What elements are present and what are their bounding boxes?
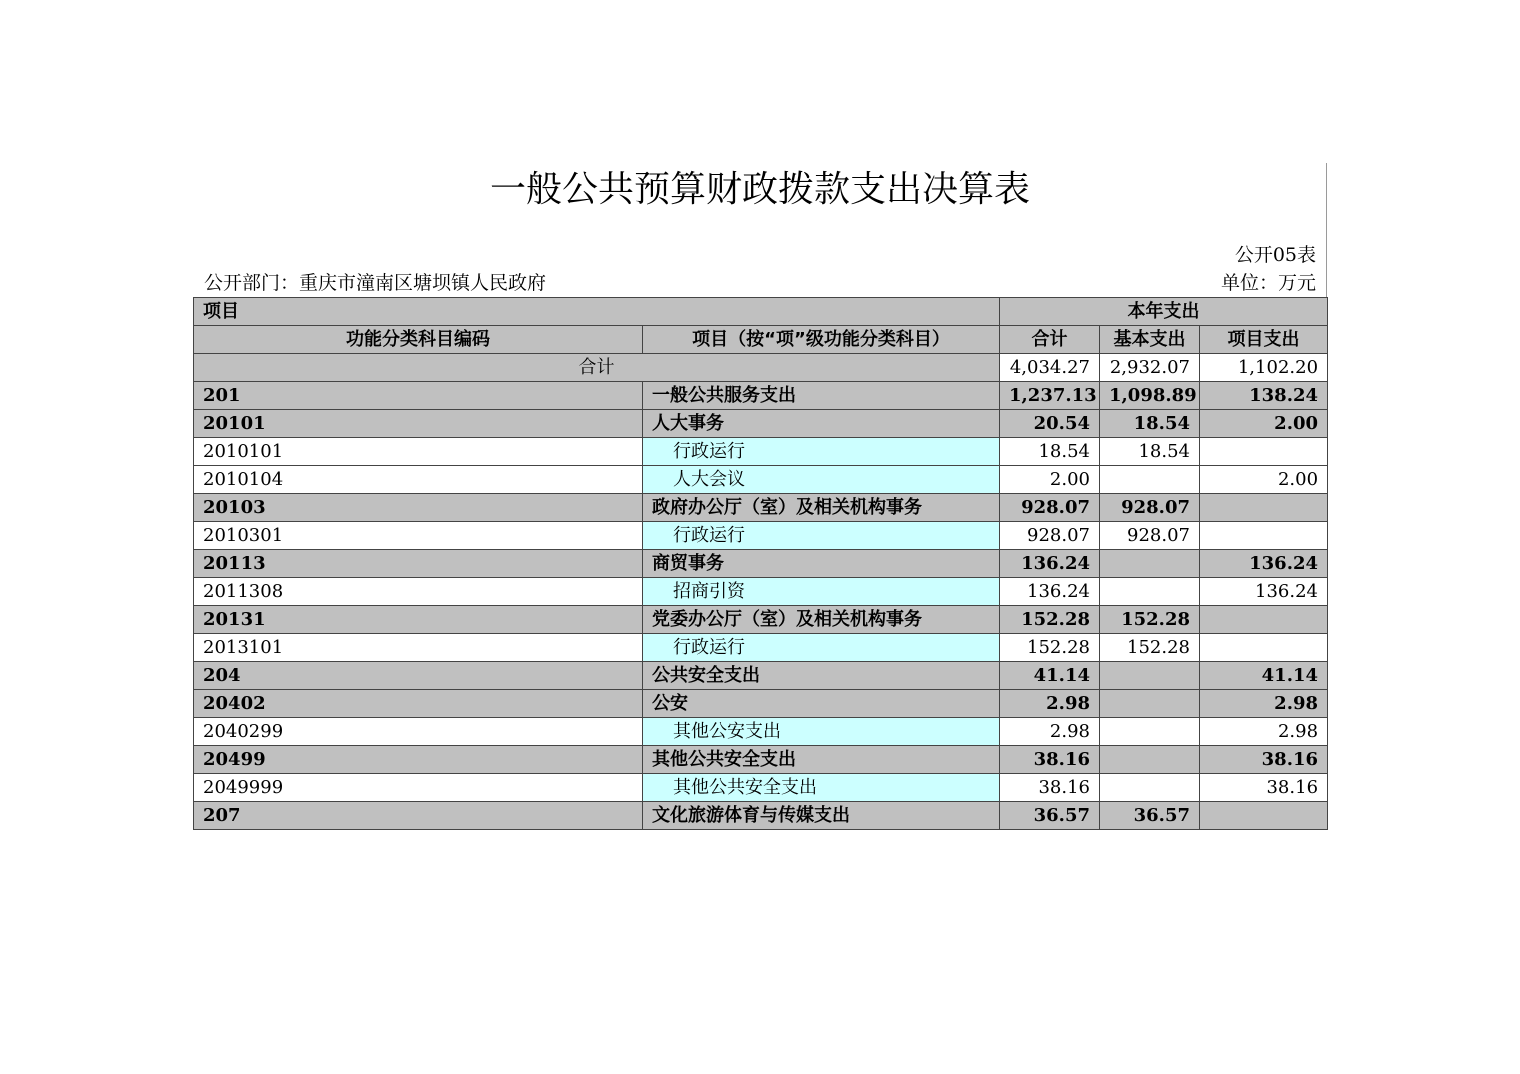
row-total: 152.28: [1000, 606, 1100, 634]
row-code: 2040299: [194, 718, 643, 746]
row-project: [1200, 494, 1328, 522]
row-code: 2049999: [194, 774, 643, 802]
table-row: [194, 438, 1328, 466]
row-basic: [1100, 466, 1200, 494]
budget-table: [193, 297, 1328, 830]
row-item-name: 公安: [643, 690, 1000, 718]
row-project: [1200, 802, 1328, 830]
row-project: 138.24: [1200, 382, 1328, 410]
row-basic: [1100, 578, 1200, 606]
table-row: [194, 494, 1328, 522]
table-row: [194, 746, 1328, 774]
row-code: 2013101: [194, 634, 643, 662]
row-basic: [1100, 746, 1200, 774]
total-row: [194, 354, 1328, 382]
row-project: 38.16: [1200, 774, 1328, 802]
total-basic: 2,932.07: [1100, 354, 1200, 382]
row-code: 2010104: [194, 466, 643, 494]
table-row: [194, 774, 1328, 802]
total-label: 合计: [194, 354, 1000, 382]
row-item-name: 行政运行: [643, 634, 1000, 662]
row-item-name: 行政运行: [643, 522, 1000, 550]
row-total: 1,237.13: [1000, 382, 1100, 410]
table-row: [194, 606, 1328, 634]
row-code: 20113: [194, 550, 643, 578]
row-total: 136.24: [1000, 550, 1100, 578]
row-item-name: 行政运行: [643, 438, 1000, 466]
row-item-name: 一般公共服务支出: [643, 382, 1000, 410]
row-project: 41.14: [1200, 662, 1328, 690]
row-total: 2.98: [1000, 718, 1100, 746]
row-basic: 18.54: [1100, 410, 1200, 438]
row-basic: 1,098.89: [1100, 382, 1200, 410]
header-basic: 基本支出: [1100, 326, 1200, 354]
row-basic: 152.28: [1100, 634, 1200, 662]
row-item-name: 招商引资: [643, 578, 1000, 606]
header-project: 项目: [194, 298, 1000, 326]
row-basic: [1100, 718, 1200, 746]
row-item-name: 人大会议: [643, 466, 1000, 494]
header-row-2: [194, 326, 1328, 354]
row-basic: [1100, 550, 1200, 578]
row-total: 136.24: [1000, 578, 1100, 606]
row-project: 136.24: [1200, 550, 1328, 578]
page-title: 一般公共预算财政拨款支出决算表: [489, 169, 1030, 210]
table-row: [194, 690, 1328, 718]
table-row: [194, 466, 1328, 494]
row-item-name: 商贸事务: [643, 550, 1000, 578]
row-item-name: 其他公共安全支出: [643, 746, 1000, 774]
row-total: 928.07: [1000, 494, 1100, 522]
row-basic: 36.57: [1100, 802, 1200, 830]
row-item-name: 文化旅游体育与传媒支出: [643, 802, 1000, 830]
row-code: 204: [194, 662, 643, 690]
row-item-name: 政府办公厅（室）及相关机构事务: [643, 494, 1000, 522]
table-row: [194, 634, 1328, 662]
row-basic: [1100, 662, 1200, 690]
row-code: 2010301: [194, 522, 643, 550]
row-total: 38.16: [1000, 746, 1100, 774]
row-project: 38.16: [1200, 746, 1328, 774]
row-total: 152.28: [1000, 634, 1100, 662]
row-total: 38.16: [1000, 774, 1100, 802]
row-code: 20131: [194, 606, 643, 634]
unit-label: 单位：万元: [1220, 272, 1316, 294]
row-project: [1200, 606, 1328, 634]
row-total: 2.98: [1000, 690, 1100, 718]
row-code: 2010101: [194, 438, 643, 466]
row-project: [1200, 634, 1328, 662]
table-row: [194, 662, 1328, 690]
row-basic: 928.07: [1100, 494, 1200, 522]
row-project: 2.00: [1200, 410, 1328, 438]
row-total: 41.14: [1000, 662, 1100, 690]
row-code: 20101: [194, 410, 643, 438]
row-project: 2.98: [1200, 718, 1328, 746]
row-item-name: 其他公共安全支出: [643, 774, 1000, 802]
row-project: [1200, 522, 1328, 550]
row-project: 2.00: [1200, 466, 1328, 494]
row-project: 2.98: [1200, 690, 1328, 718]
row-total: 36.57: [1000, 802, 1100, 830]
row-item-name: 其他公安支出: [643, 718, 1000, 746]
row-code: 201: [194, 382, 643, 410]
row-item-name: 公共安全支出: [643, 662, 1000, 690]
row-basic: 18.54: [1100, 438, 1200, 466]
total-sum: 4,034.27: [1000, 354, 1100, 382]
table-row: [194, 522, 1328, 550]
row-total: 18.54: [1000, 438, 1100, 466]
header-code: 功能分类科目编码: [194, 326, 643, 354]
row-project: [1200, 438, 1328, 466]
table-row: [194, 802, 1328, 830]
header-total: 合计: [1000, 326, 1100, 354]
row-total: 928.07: [1000, 522, 1100, 550]
row-total: 20.54: [1000, 410, 1100, 438]
table-row: [194, 382, 1328, 410]
row-basic: [1100, 690, 1200, 718]
table-row: [194, 410, 1328, 438]
header-row-1: [194, 298, 1328, 326]
row-basic: 928.07: [1100, 522, 1200, 550]
row-code: 20402: [194, 690, 643, 718]
form-number: 公开05表: [1234, 244, 1316, 266]
header-project-expense: 项目支出: [1200, 326, 1328, 354]
row-code: 20103: [194, 494, 643, 522]
department-label: 公开部门：重庆市潼南区塘坝镇人民政府: [204, 272, 547, 294]
row-code: 2011308: [194, 578, 643, 606]
table-row: [194, 550, 1328, 578]
row-item-name: 人大事务: [643, 410, 1000, 438]
row-basic: 152.28: [1100, 606, 1200, 634]
row-code: 207: [194, 802, 643, 830]
row-total: 2.00: [1000, 466, 1100, 494]
table-row: [194, 578, 1328, 606]
header-item: 项目（按“项”级功能分类科目）: [643, 326, 1000, 354]
row-code: 20499: [194, 746, 643, 774]
row-project: 136.24: [1200, 578, 1328, 606]
row-item-name: 党委办公厅（室）及相关机构事务: [643, 606, 1000, 634]
row-basic: [1100, 774, 1200, 802]
header-current-year: 本年支出: [1000, 298, 1328, 326]
table-row: [194, 718, 1328, 746]
total-project: 1,102.20: [1200, 354, 1328, 382]
